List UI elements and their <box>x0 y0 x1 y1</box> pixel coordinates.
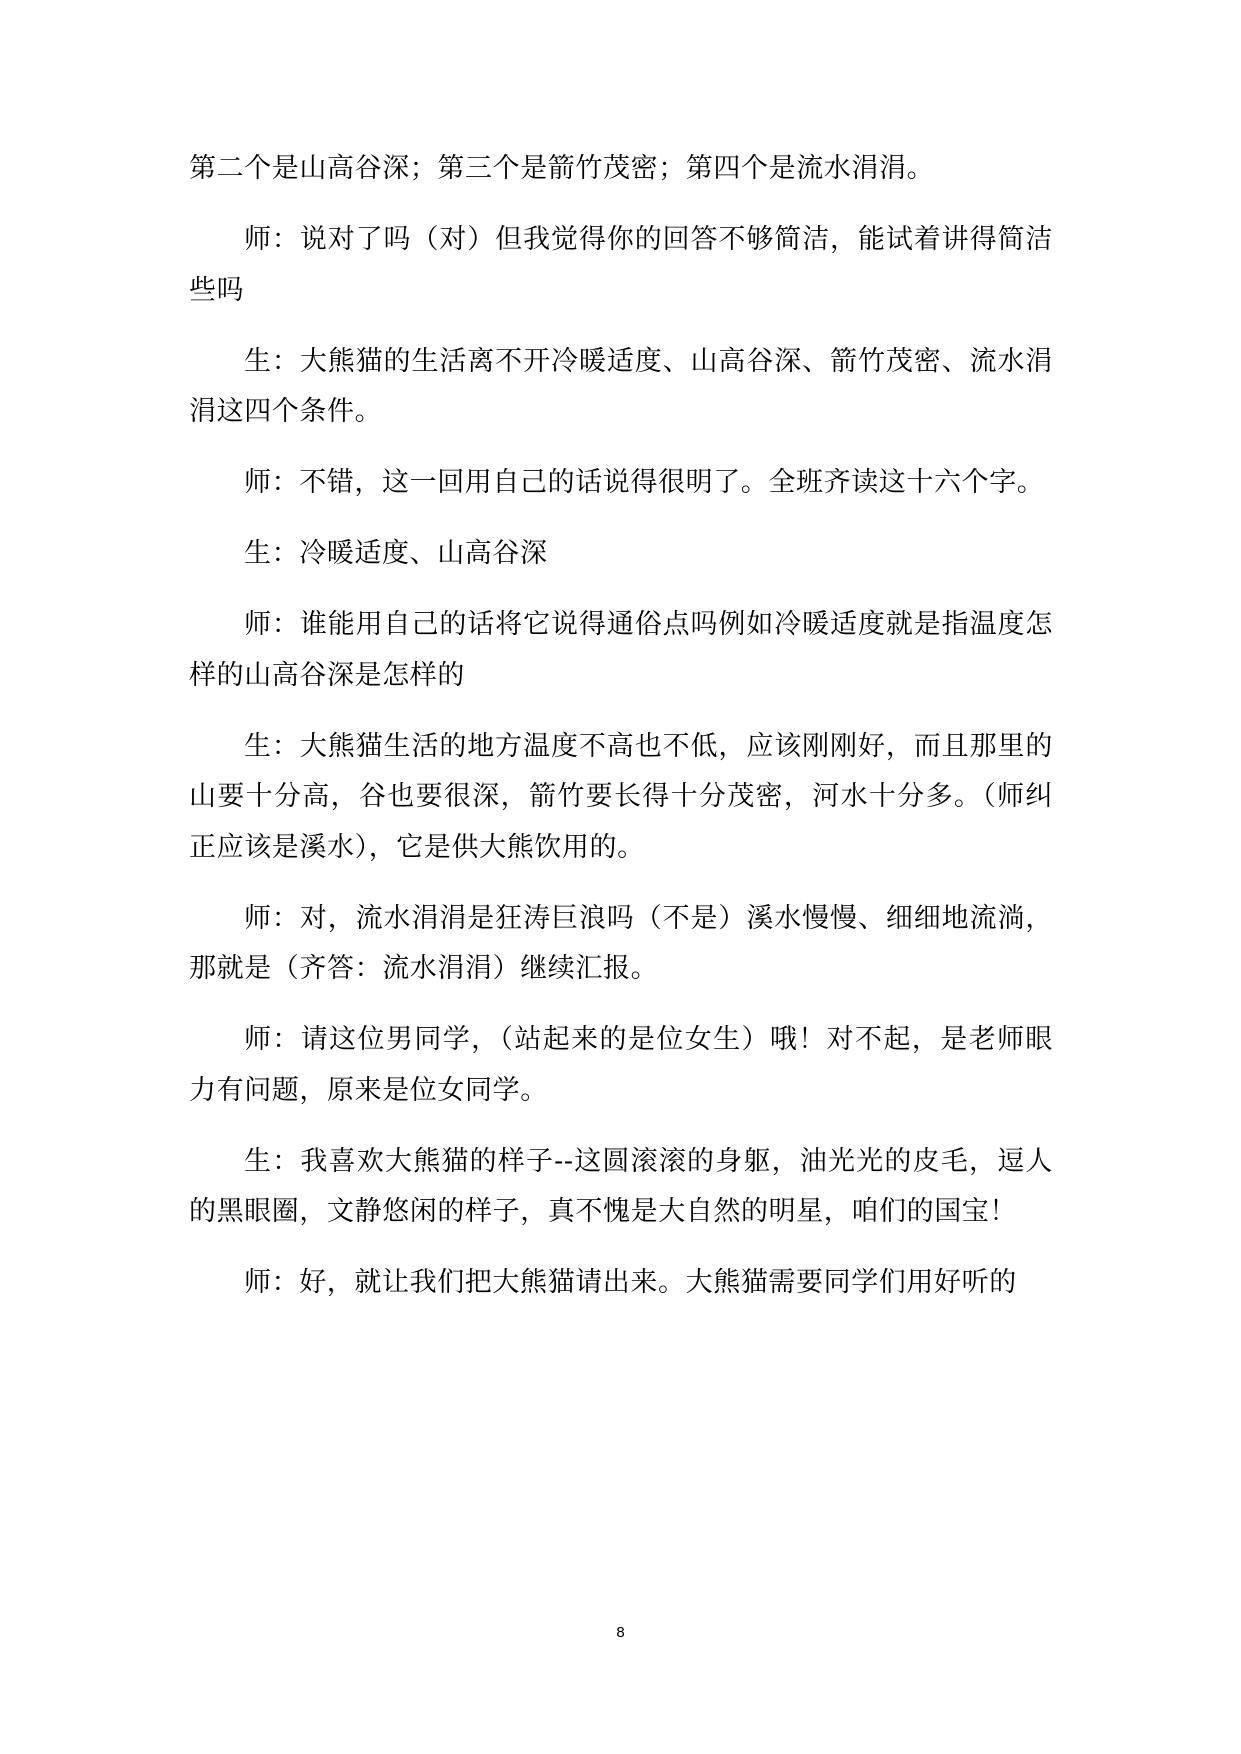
body-text <box>189 144 1053 1309</box>
paragraph-6: 师：谁能用自己的话将它说得通俗点吗例如冷暖适度就是指温度怎样的山高谷深是怎样的 <box>189 609 1053 691</box>
paragraph-3: 生：大熊猫的生活离不开冷暖适度、山高谷深、箭竹茂密、流水涓涓这四个条件。 <box>189 345 1053 427</box>
paragraph-11: 师：好，就让我们把大熊猫请出来。大熊猫需要同学们用好听的 <box>244 1267 1017 1298</box>
paragraph-10: 生：我喜欢大熊猫的样子--这圆滚滚的身躯，油光光的皮毛，逗人的黑眼圈，文静悠闲的样子，真不愧是大自然的明星，咱们的国宝！ <box>189 1145 1053 1227</box>
paragraph-9: 师：请这位男同学，（站起来的是位女生）哦！对不起，是老师眼力有问题，原来是位女同学。 <box>189 1024 1053 1106</box>
paragraph-4: 师：不错，这一回用自己的话说得很明了。全班齐读这十六个字。 <box>244 467 1045 498</box>
paragraph-1: 第二个是山高谷深；第三个是箭竹茂密；第四个是流水涓涓。 <box>189 153 935 184</box>
paragraph-7: 生：大熊猫生活的地方温度不高也不低，应该刚刚好，而且那里的山要十分高，谷也要很深，箭竹要长得十分茂密，河水十分多。（师纠正应该是溪水），它是供大熊饮用的。 <box>189 730 1053 863</box>
paragraph-5: 生：冷暖适度、山高谷深 <box>244 538 548 569</box>
paragraph-2: 师：说对了吗（对）但我觉得你的回答不够简洁，能试着讲得简洁些吗 <box>189 224 1053 306</box>
paragraph-8: 师：对，流水涓涓是狂涛巨浪吗（不是）溪水慢慢、细细地流淌，那就是（齐答：流水涓涓）继续汇报。 <box>189 902 1053 984</box>
page-number: 8 <box>616 1624 625 1641</box>
